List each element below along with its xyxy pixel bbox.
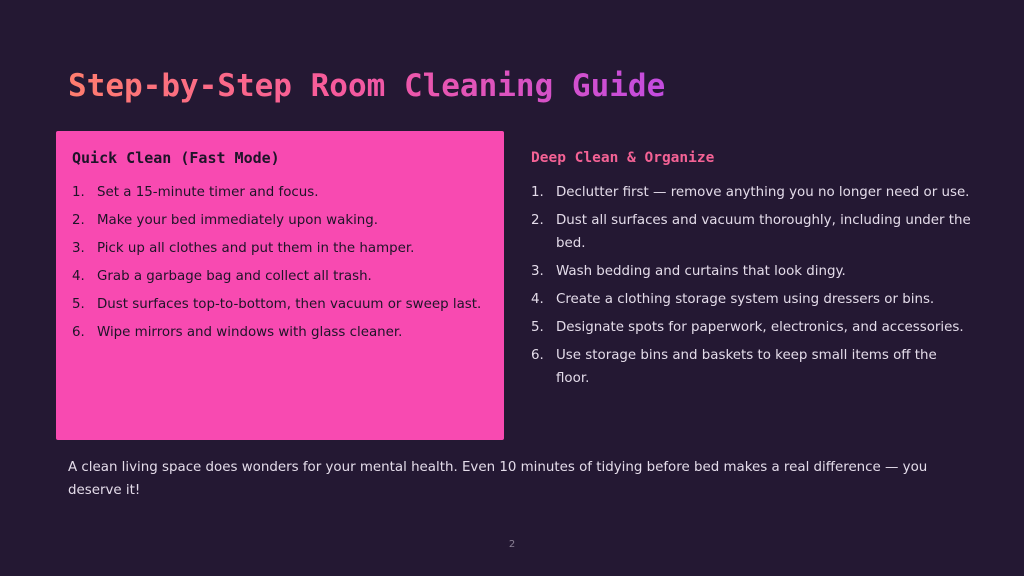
step-text: Pick up all clothes and put them in the hamper. (97, 241, 415, 256)
deep-step (531, 181, 971, 204)
deep-clean-column (531, 147, 971, 395)
quick-step (72, 321, 488, 344)
deep-clean-heading: Deep Clean & Organize (531, 150, 715, 166)
step-text: Set a 15-minute timer and focus. (97, 185, 319, 200)
step-number: 2. (72, 213, 85, 228)
step-number: 3. (72, 241, 85, 256)
step-text: Use storage bins and baskets to keep small items off the floor. (556, 348, 937, 386)
step-number: 1. (531, 185, 544, 200)
deep-step (531, 316, 971, 339)
step-text: Wash bedding and curtains that look dingy. (556, 264, 846, 279)
step-number: 4. (72, 269, 85, 284)
step-number: 3. (531, 264, 544, 279)
quick-step (72, 237, 488, 260)
page-number: 2 (508, 539, 516, 550)
step-text: Create a clothing storage system using dressers or bins. (556, 292, 935, 307)
footer-note: A clean living space does wonders for your mental health. Even 10 minutes of tidying before bed makes a real difference — you deserve it! (68, 460, 928, 498)
slide-title: Step-by-Step Room Cleaning Guide (68, 62, 665, 110)
step-number: 6. (531, 348, 544, 363)
step-text: Dust all surfaces and vacuum thoroughly, including under the bed. (556, 213, 971, 251)
deep-step (531, 260, 971, 283)
step-text: Declutter first — remove anything you no longer need or use. (556, 185, 970, 200)
step-number: 4. (531, 292, 544, 307)
step-number: 5. (72, 297, 85, 312)
quick-clean-card (56, 131, 504, 440)
quick-step (72, 209, 488, 232)
quick-clean-heading: Quick Clean (Fast Mode) (72, 149, 280, 167)
quick-step (72, 265, 488, 288)
step-number: 5. (531, 320, 544, 335)
step-text: Designate spots for paperwork, electronics, and accessories. (556, 320, 964, 335)
deep-step (531, 209, 971, 255)
quick-clean-steps (72, 181, 488, 344)
step-number: 1. (72, 185, 85, 200)
quick-step (72, 293, 488, 316)
step-text: Wipe mirrors and windows with glass cleaner. (97, 325, 403, 340)
step-number: 6. (72, 325, 85, 340)
deep-step (531, 344, 971, 390)
step-number: 2. (531, 213, 544, 228)
deep-clean-steps (531, 181, 971, 390)
quick-step (72, 181, 488, 204)
deep-step (531, 288, 971, 311)
step-text: Dust surfaces top-to-bottom, then vacuum or sweep last. (97, 297, 482, 312)
step-text: Make your bed immediately upon waking. (97, 213, 379, 228)
step-text: Grab a garbage bag and collect all trash. (97, 269, 372, 284)
